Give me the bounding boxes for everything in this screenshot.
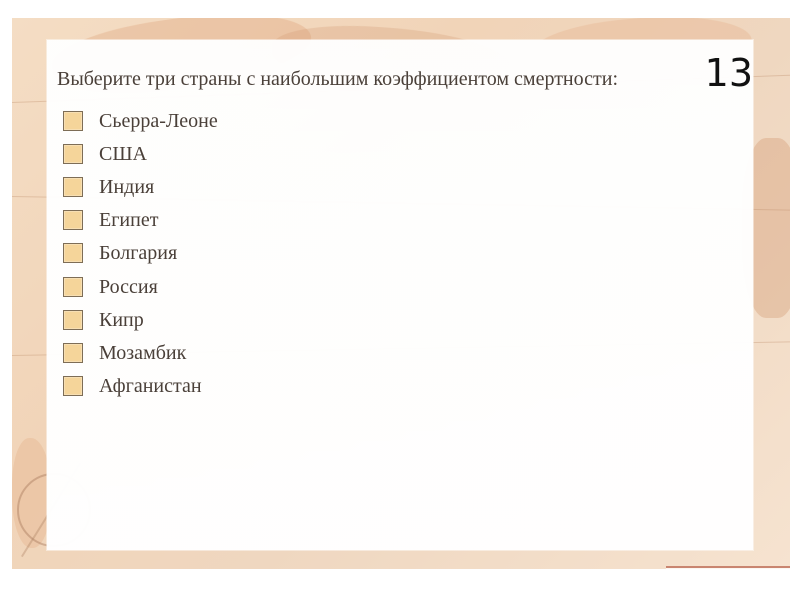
checkbox-icon[interactable] [63, 343, 83, 363]
answer-label: Кипр [99, 308, 144, 331]
answer-label: Мозамбик [99, 341, 187, 364]
answer-option[interactable] [63, 204, 423, 237]
question-card [47, 40, 753, 550]
answer-label: США [99, 142, 147, 165]
checkbox-icon[interactable] [63, 177, 83, 197]
answer-option[interactable] [63, 370, 423, 403]
question-text: Выберите три страны с наибольшим коэффициентом смертности: [57, 68, 619, 90]
answer-label: Афганистан [99, 375, 202, 398]
answer-label: Индия [99, 175, 155, 198]
answer-option[interactable] [63, 137, 423, 170]
checkbox-icon[interactable] [63, 243, 83, 263]
slide-number: 13 [704, 51, 753, 95]
answer-label: Египет [99, 209, 159, 232]
bottom-accent-bar [666, 566, 790, 576]
answer-option[interactable] [63, 270, 423, 303]
checkbox-icon[interactable] [63, 210, 83, 230]
checkbox-icon[interactable] [63, 376, 83, 396]
checkbox-icon[interactable] [63, 310, 83, 330]
answer-option[interactable] [63, 237, 423, 270]
answer-option[interactable] [63, 336, 423, 369]
answer-label: Болгария [99, 242, 178, 265]
answer-label: Россия [99, 275, 158, 298]
answer-option[interactable] [63, 104, 423, 137]
checkbox-icon[interactable] [63, 111, 83, 131]
answer-label: Сьерра-Леоне [99, 109, 218, 132]
answer-options [63, 104, 423, 403]
checkbox-icon[interactable] [63, 144, 83, 164]
answer-option[interactable] [63, 170, 423, 203]
checkbox-icon[interactable] [63, 277, 83, 297]
answer-option[interactable] [63, 303, 423, 336]
